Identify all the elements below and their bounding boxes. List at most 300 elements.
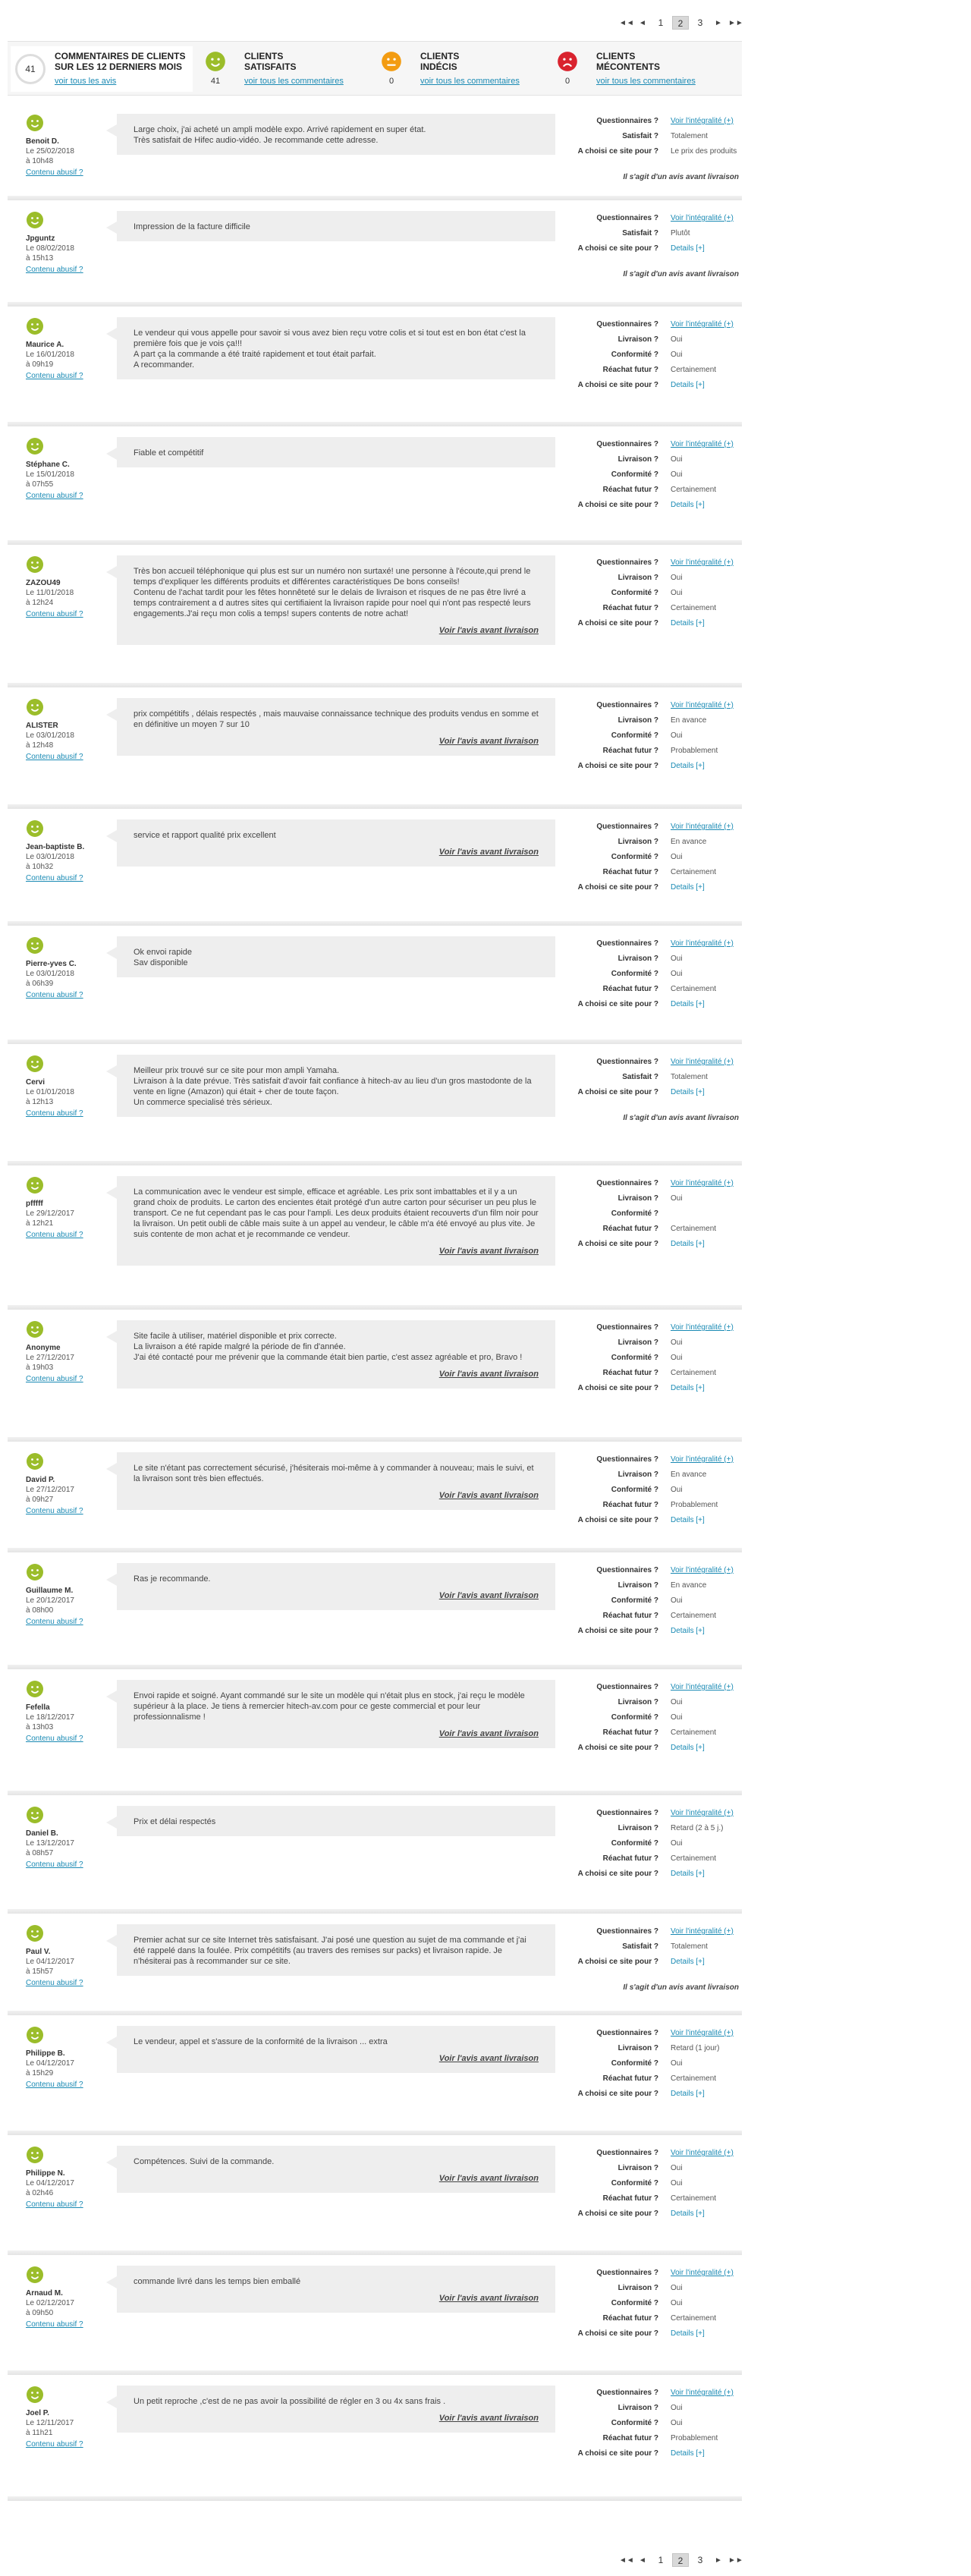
conformity-value: Oui xyxy=(671,970,683,978)
questionnaire-link[interactable]: Voir l'intégralité (+) xyxy=(671,1927,734,1936)
summary-total-block xyxy=(11,46,193,92)
conformity-value: Oui xyxy=(671,351,683,359)
questionnaire-label: Questionnaires ? xyxy=(596,214,658,222)
review-questionnaire xyxy=(569,2146,742,2222)
review-text: Très bon accueil téléphonique qui plus est sur un numéro non surtaxé! une personne à l'écoute,qui prend le temps d'expliquer les différents produits et différentes caractéristiques De bons conseils! Contenu de l'achat tardit pour les fêtes honnêteté sur le delais de livraison et risques de ne pas être livré a temps contrairement a d autres sites qui certifiaient la livraison rapide pour noel qui n'ont pas respecté leurs engagements.J'ai reçu mon colis a temps! supers contents de notre achat! xyxy=(134,567,531,618)
author-name: Daniel B. xyxy=(26,1829,58,1838)
review-item xyxy=(8,200,742,307)
review-date: Le 03/01/2018 xyxy=(26,970,74,978)
details-link[interactable]: Details [+] xyxy=(671,501,705,509)
review-date: Le 04/12/2017 xyxy=(26,2059,74,2068)
page-2-button[interactable]: 2 xyxy=(672,16,689,30)
questionnaire-link[interactable]: Voir l'intégralité (+) xyxy=(671,701,734,709)
report-abuse-link[interactable]: Contenu abusif ? xyxy=(26,2200,83,2209)
delivery-label: Livraison ? xyxy=(617,716,658,725)
review-date: Le 12/11/2017 xyxy=(26,2419,74,2427)
repurchase-value: Certainement xyxy=(671,1854,717,1863)
review-bubble xyxy=(117,698,555,756)
see-before-delivery-review-link[interactable]: Voir l'avis avant livraison xyxy=(438,1370,539,1379)
review-questionnaire xyxy=(569,698,742,774)
review-item xyxy=(8,2135,742,2255)
questionnaire-label: Questionnaires ? xyxy=(596,822,658,831)
review-author xyxy=(26,578,102,619)
questionnaire-link[interactable]: Voir l'intégralité (+) xyxy=(671,2149,734,2157)
happy-face-icon xyxy=(26,317,44,335)
details-link[interactable]: Details [+] xyxy=(671,1627,705,1635)
happy-face-icon xyxy=(26,2386,44,2404)
details-link[interactable]: Details [+] xyxy=(671,1240,705,1248)
report-abuse-link[interactable]: Contenu abusif ? xyxy=(26,610,83,618)
delivery-label: Livraison ? xyxy=(617,2044,658,2052)
report-abuse-link[interactable]: Contenu abusif ? xyxy=(26,492,83,500)
repurchase-value: Certainement xyxy=(671,1369,717,1377)
details-link[interactable]: Details [+] xyxy=(671,762,705,770)
review-bubble xyxy=(117,114,555,155)
review-questionnaire xyxy=(569,1320,742,1396)
review-bubble xyxy=(117,317,555,379)
conformity-value xyxy=(658,1206,671,1222)
author-name: Philippe N. xyxy=(26,2169,65,2178)
conformity-label: Conformité ? xyxy=(611,2179,658,2188)
review-questionnaire xyxy=(569,317,742,393)
page-1-button[interactable]: 1 xyxy=(658,17,664,28)
review-bubble xyxy=(117,1055,555,1117)
repurchase-value: Probablement xyxy=(671,747,718,755)
author-name: Jpguntz xyxy=(26,234,55,243)
report-abuse-link[interactable]: Contenu abusif ? xyxy=(26,372,83,380)
before-delivery-note: Il s'agit d'un avis avant livraison xyxy=(623,1114,739,1122)
review-item xyxy=(8,2015,742,2135)
see-all-reviews-link[interactable]: voir tous les avis xyxy=(55,77,117,86)
review-author xyxy=(26,721,102,762)
page-1-button[interactable]: 1 xyxy=(658,2555,664,2565)
review-time: à 12h13 xyxy=(26,1098,54,1106)
see-before-delivery-review-link[interactable]: Voir l'avis avant livraison xyxy=(438,2414,539,2423)
chose-site-label: A choisi ce site pour ? xyxy=(577,2210,658,2218)
conformity-label: Conformité ? xyxy=(611,351,658,359)
repurchase-label: Réachat futur ? xyxy=(602,985,658,993)
author-name: Stéphane C. xyxy=(26,461,70,469)
see-before-delivery-review-link[interactable]: Voir l'avis avant livraison xyxy=(438,737,539,746)
happy-face-icon xyxy=(26,2146,44,2164)
review-bubble xyxy=(117,1320,555,1389)
happy-face-icon xyxy=(205,51,226,72)
page-3-button[interactable]: 3 xyxy=(697,2555,703,2565)
repurchase-label: Réachat futur ? xyxy=(602,604,658,612)
delivery-label: Livraison ? xyxy=(617,335,658,344)
happy-face-icon xyxy=(26,936,44,955)
chose-site-label: A choisi ce site pour ? xyxy=(577,1627,658,1635)
conformity-label: Conformité ? xyxy=(611,1209,658,1218)
questionnaire-link[interactable]: Voir l'intégralité (+) xyxy=(671,1455,734,1464)
details-link[interactable]: Details [+] xyxy=(671,1744,705,1752)
repurchase-value: Certainement xyxy=(671,1728,717,1737)
review-time: à 12h21 xyxy=(26,1219,54,1228)
review-time: à 19h03 xyxy=(26,1363,54,1372)
questionnaire-link[interactable]: Voir l'intégralité (+) xyxy=(671,1566,734,1574)
last-page-button[interactable]: ►► xyxy=(728,18,743,27)
review-text: Fiable et compétitif xyxy=(134,448,204,458)
delivery-value: Oui xyxy=(671,574,683,582)
details-link[interactable]: Details [+] xyxy=(671,2329,705,2338)
summary-category-happy xyxy=(200,46,375,92)
report-abuse-link[interactable]: Contenu abusif ? xyxy=(26,1979,83,1987)
review-item xyxy=(8,2375,742,2501)
pagination-top xyxy=(619,15,742,30)
sad-face-icon xyxy=(557,51,578,72)
questionnaire-label: Questionnaires ? xyxy=(596,1179,658,1187)
see-before-delivery-review-link[interactable]: Voir l'avis avant livraison xyxy=(438,2174,539,2183)
review-time: à 12h48 xyxy=(26,741,54,750)
review-bubble xyxy=(117,1924,555,1976)
delivery-label: Livraison ? xyxy=(617,1194,658,1203)
author-name: Benoit D. xyxy=(26,137,59,146)
review-item xyxy=(8,1044,742,1165)
review-item xyxy=(8,1552,742,1669)
questionnaire-link[interactable]: Voir l'intégralité (+) xyxy=(671,1809,734,1817)
review-time: à 13h03 xyxy=(26,1723,54,1731)
happy-face-icon xyxy=(26,1452,44,1470)
review-item xyxy=(8,1669,742,1795)
repurchase-value: Certainement xyxy=(671,868,717,876)
author-name: Pierre-yves C. xyxy=(26,960,77,968)
see-before-delivery-review-link[interactable]: Voir l'avis avant livraison xyxy=(438,626,539,635)
repurchase-label: Réachat futur ? xyxy=(602,2074,658,2083)
author-name: Maurice A. xyxy=(26,341,64,349)
conformity-value: Oui xyxy=(671,1839,683,1848)
delivery-label: Livraison ? xyxy=(617,2284,658,2292)
author-name: Fefella xyxy=(26,1703,50,1712)
review-time: à 15h57 xyxy=(26,1967,54,1976)
review-author xyxy=(26,959,102,1000)
review-time: à 15h13 xyxy=(26,254,54,263)
repurchase-value: Certainement xyxy=(671,985,717,993)
see-before-delivery-review-link[interactable]: Voir l'avis avant livraison xyxy=(438,848,539,857)
questionnaire-label: Questionnaires ? xyxy=(596,2389,658,2397)
questionnaire-link[interactable]: Voir l'intégralité (+) xyxy=(671,1179,734,1187)
prev-page-button[interactable]: ◄ xyxy=(639,18,646,27)
review-questionnaire xyxy=(569,114,742,181)
review-bubble xyxy=(117,1563,555,1610)
category-count: 41 xyxy=(210,77,221,86)
category-count: 0 xyxy=(388,77,394,86)
report-abuse-link[interactable]: Contenu abusif ? xyxy=(26,2081,83,2089)
questionnaire-label: Questionnaires ? xyxy=(596,2269,658,2277)
report-abuse-link[interactable]: Contenu abusif ? xyxy=(26,1618,83,1626)
author-name: Arnaud M. xyxy=(26,2289,63,2298)
review-author xyxy=(26,2288,102,2329)
author-name: Philippe B. xyxy=(26,2049,65,2058)
repurchase-label: Réachat futur ? xyxy=(602,1369,658,1377)
report-abuse-link[interactable]: Contenu abusif ? xyxy=(26,874,83,882)
chose-site-label: A choisi ce site pour ? xyxy=(577,1744,658,1752)
report-abuse-link[interactable]: Contenu abusif ? xyxy=(26,2320,83,2329)
review-questionnaire xyxy=(569,1806,742,1882)
see-before-delivery-review-link[interactable]: Voir l'avis avant livraison xyxy=(438,2054,539,2063)
review-time: à 06h39 xyxy=(26,980,54,988)
questionnaire-label: Questionnaires ? xyxy=(596,440,658,448)
review-author xyxy=(26,340,102,381)
review-text: Un petit reproche ,c'est de ne pas avoir la possibilité de régler en 3 ou 4x sans frais . xyxy=(134,2397,446,2406)
happy-face-icon xyxy=(26,1320,44,1338)
repurchase-value: Certainement xyxy=(671,1612,717,1620)
chose-site-label: A choisi ce site pour ? xyxy=(577,1384,658,1392)
review-date: Le 15/01/2018 xyxy=(26,470,74,479)
conformity-value: Oui xyxy=(671,2059,683,2068)
review-time: à 08h57 xyxy=(26,1849,54,1857)
conformity-label: Conformité ? xyxy=(611,2419,658,2427)
conformity-label: Conformité ? xyxy=(611,1839,658,1848)
see-category-reviews-link[interactable]: voir tous les commentaires xyxy=(244,77,344,86)
review-separator xyxy=(8,2496,742,2501)
details-link[interactable]: Details [+] xyxy=(671,883,705,892)
review-item xyxy=(8,809,742,926)
delivery-value: Retard (1 jour) xyxy=(671,2044,720,2052)
neutral-face-icon xyxy=(381,51,402,72)
repurchase-value: Certainement xyxy=(671,2194,717,2203)
details-link[interactable]: Details [+] xyxy=(671,381,705,389)
report-abuse-link[interactable]: Contenu abusif ? xyxy=(26,1507,83,1515)
details-link[interactable]: Details [+] xyxy=(671,1958,705,1966)
report-abuse-link[interactable]: Contenu abusif ? xyxy=(26,168,83,177)
happy-face-icon xyxy=(26,2266,44,2284)
summary-title: COMMENTAIRES DE CLIENTS SUR LES 12 DERNIERS MOIS xyxy=(55,51,186,72)
report-abuse-link[interactable]: Contenu abusif ? xyxy=(26,1735,83,1743)
repurchase-value: Probablement xyxy=(671,2434,718,2442)
see-category-reviews-link[interactable]: voir tous les commentaires xyxy=(420,77,520,86)
conformity-label: Conformité ? xyxy=(611,970,658,978)
repurchase-label: Réachat futur ? xyxy=(602,2194,658,2203)
questionnaire-label: Questionnaires ? xyxy=(596,2149,658,2157)
review-time: à 09h27 xyxy=(26,1496,54,1504)
repurchase-value: Certainement xyxy=(671,2074,717,2083)
satisfied-value: Totalement xyxy=(671,1073,708,1081)
review-bubble xyxy=(117,211,555,241)
details-link[interactable]: Details [+] xyxy=(671,1000,705,1008)
chose-site-label: A choisi ce site pour ? xyxy=(577,1958,658,1966)
first-page-button[interactable]: ◄◄ xyxy=(619,18,634,27)
repurchase-label: Réachat futur ? xyxy=(602,1501,658,1509)
report-abuse-link[interactable]: Contenu abusif ? xyxy=(26,266,83,274)
chose-site-label: A choisi ce site pour ? xyxy=(577,1870,658,1878)
see-before-delivery-review-link[interactable]: Voir l'avis avant livraison xyxy=(438,2294,539,2303)
questionnaire-link[interactable]: Voir l'intégralité (+) xyxy=(671,1683,734,1691)
happy-face-icon xyxy=(26,1176,44,1194)
questionnaire-link[interactable]: Voir l'intégralité (+) xyxy=(671,440,734,448)
report-abuse-link[interactable]: Contenu abusif ? xyxy=(26,1231,83,1239)
questionnaire-link[interactable]: Voir l'intégralité (+) xyxy=(671,320,734,329)
see-before-delivery-review-link[interactable]: Voir l'avis avant livraison xyxy=(438,1729,539,1738)
repurchase-label: Réachat futur ? xyxy=(602,868,658,876)
review-date: Le 27/12/2017 xyxy=(26,1486,74,1494)
delivery-label: Livraison ? xyxy=(617,2404,658,2412)
questionnaire-link[interactable]: Voir l'intégralité (+) xyxy=(671,1323,734,1332)
conformity-label: Conformité ? xyxy=(611,1596,658,1605)
details-link[interactable]: Details [+] xyxy=(671,1088,705,1096)
conformity-label: Conformité ? xyxy=(611,2059,658,2068)
details-link[interactable]: Details [+] xyxy=(671,2090,705,2098)
page-2-button[interactable]: 2 xyxy=(672,2553,689,2567)
satisfied-value: Totalement xyxy=(671,132,708,140)
review-text: Ras je recommande. xyxy=(134,1574,211,1584)
review-author xyxy=(26,1586,102,1627)
review-text: Le vendeur, appel et s'assure de la conformité de la livraison ... extra xyxy=(134,2037,388,2046)
review-questionnaire xyxy=(569,1176,742,1252)
details-link[interactable]: Details [+] xyxy=(671,1516,705,1524)
satisfied-value: Plutôt xyxy=(671,229,690,237)
report-abuse-link[interactable]: Contenu abusif ? xyxy=(26,1375,83,1383)
delivery-label: Livraison ? xyxy=(617,1698,658,1706)
satisfied-label: Satisfait ? xyxy=(622,1942,658,1951)
delivery-value: Oui xyxy=(671,2164,683,2172)
review-bubble xyxy=(117,819,555,867)
satisfied-value: Totalement xyxy=(671,1942,708,1951)
details-link[interactable]: Details [+] xyxy=(671,244,705,253)
happy-face-icon xyxy=(26,211,44,229)
report-abuse-link[interactable]: Contenu abusif ? xyxy=(26,1109,83,1118)
repurchase-label: Réachat futur ? xyxy=(602,1612,658,1620)
review-date: Le 03/01/2018 xyxy=(26,853,74,861)
delivery-value: Oui xyxy=(671,1338,683,1347)
review-item xyxy=(8,1795,742,1914)
details-link[interactable]: Details [+] xyxy=(671,1870,705,1878)
author-name: Anonyme xyxy=(26,1344,61,1352)
review-text: Large choix, j'ai acheté un ampli modèle expo. Arrivé rapidement en super état. Très satisfait de Hifec audio-vidéo. Je recommande cette adresse. xyxy=(134,125,426,145)
conformity-label: Conformité ? xyxy=(611,1713,658,1722)
prev-page-button[interactable]: ◄ xyxy=(639,2556,646,2565)
conformity-value: Oui xyxy=(671,853,683,861)
review-author xyxy=(26,842,102,883)
reviews-summary xyxy=(8,41,742,96)
see-before-delivery-review-link[interactable]: Voir l'avis avant livraison xyxy=(438,1491,539,1500)
conformity-label: Conformité ? xyxy=(611,731,658,740)
review-bubble xyxy=(117,555,555,645)
happy-face-icon xyxy=(26,437,44,455)
questionnaire-link[interactable]: Voir l'intégralité (+) xyxy=(671,214,734,222)
happy-face-icon xyxy=(26,1806,44,1824)
happy-face-icon xyxy=(26,1055,44,1073)
review-author xyxy=(26,1475,102,1516)
chose-site-label: A choisi ce site pour ? xyxy=(577,762,658,770)
report-abuse-link[interactable]: Contenu abusif ? xyxy=(26,753,83,761)
details-link[interactable]: Details [+] xyxy=(671,619,705,627)
conformity-label: Conformité ? xyxy=(611,853,658,861)
questionnaire-link[interactable]: Voir l'intégralité (+) xyxy=(671,822,734,831)
category-title: CLIENTS MÉCONTENTS xyxy=(596,51,660,72)
chose-site-label: A choisi ce site pour ? xyxy=(577,883,658,892)
category-count: 0 xyxy=(564,77,570,86)
questionnaire-label: Questionnaires ? xyxy=(596,117,658,125)
review-date: Le 08/02/2018 xyxy=(26,244,74,253)
review-date: Le 02/12/2017 xyxy=(26,2299,74,2307)
see-before-delivery-review-link[interactable]: Voir l'avis avant livraison xyxy=(438,1591,539,1600)
questionnaire-link[interactable]: Voir l'intégralité (+) xyxy=(671,2389,734,2397)
chose-site-value: Le prix des produits xyxy=(671,147,737,156)
review-item xyxy=(8,1165,742,1310)
review-text: Impression de la facture difficile xyxy=(134,222,250,231)
repurchase-value: Certainement xyxy=(671,2314,717,2323)
review-date: Le 18/12/2017 xyxy=(26,1713,74,1722)
questionnaire-link[interactable]: Voir l'intégralité (+) xyxy=(671,2269,734,2277)
page-3-button[interactable]: 3 xyxy=(697,17,703,28)
questionnaire-link[interactable]: Voir l'intégralité (+) xyxy=(671,558,734,567)
questionnaire-link[interactable]: Voir l'intégralité (+) xyxy=(671,939,734,948)
review-author xyxy=(26,234,102,275)
report-abuse-link[interactable]: Contenu abusif ? xyxy=(26,991,83,999)
review-text: prix compétitifs , délais respectés , mais mauvaise connaissance technique des produits vendus en somme et en définitive un moyen 7 sur 10 xyxy=(134,709,539,729)
category-title: CLIENTS INDÉCIS xyxy=(420,51,460,72)
delivery-value: En avance xyxy=(671,1470,707,1479)
chose-site-label: A choisi ce site pour ? xyxy=(577,619,658,627)
repurchase-value: Certainement xyxy=(671,1225,717,1233)
repurchase-label: Réachat futur ? xyxy=(602,1225,658,1233)
review-date: Le 04/12/2017 xyxy=(26,1958,74,1966)
chose-site-label: A choisi ce site pour ? xyxy=(577,1000,658,1008)
review-time: à 08h00 xyxy=(26,1606,54,1615)
questionnaire-link[interactable]: Voir l'intégralité (+) xyxy=(671,1058,734,1066)
review-date: Le 25/02/2018 xyxy=(26,147,74,156)
review-bubble xyxy=(117,1452,555,1510)
happy-face-icon xyxy=(26,114,44,132)
see-before-delivery-review-link[interactable]: Voir l'avis avant livraison xyxy=(438,1247,539,1256)
details-link[interactable]: Details [+] xyxy=(671,1384,705,1392)
questionnaire-label: Questionnaires ? xyxy=(596,1809,658,1817)
conformity-value: Oui xyxy=(671,2419,683,2427)
review-text: Prix et délai respectés xyxy=(134,1817,216,1826)
details-link[interactable]: Details [+] xyxy=(671,2449,705,2458)
review-item xyxy=(8,687,742,809)
total-count-badge: 41 xyxy=(15,54,46,84)
next-page-button[interactable]: ► xyxy=(715,18,722,27)
review-author xyxy=(26,460,102,501)
delivery-value: Oui xyxy=(671,2284,683,2292)
conformity-value: Oui xyxy=(671,470,683,479)
conformity-value: Oui xyxy=(671,1486,683,1494)
conformity-label: Conformité ? xyxy=(611,1486,658,1494)
report-abuse-link[interactable]: Contenu abusif ? xyxy=(26,1860,83,1869)
questionnaire-link[interactable]: Voir l'intégralité (+) xyxy=(671,2029,734,2037)
delivery-label: Livraison ? xyxy=(617,1338,658,1347)
report-abuse-link[interactable]: Contenu abusif ? xyxy=(26,2440,83,2449)
repurchase-label: Réachat futur ? xyxy=(602,1728,658,1737)
delivery-label: Livraison ? xyxy=(617,1824,658,1832)
review-author xyxy=(26,1947,102,1988)
last-page-button[interactable]: ►► xyxy=(728,2556,743,2565)
review-item xyxy=(8,1442,742,1552)
review-author xyxy=(26,1077,102,1118)
review-item xyxy=(8,2255,742,2375)
next-page-button[interactable]: ► xyxy=(715,2556,722,2565)
delivery-value: Retard (2 à 5 j.) xyxy=(671,1824,724,1832)
review-questionnaire xyxy=(569,1924,742,1992)
author-name: David P. xyxy=(26,1476,55,1484)
conformity-label: Conformité ? xyxy=(611,2299,658,2307)
first-page-button[interactable]: ◄◄ xyxy=(619,2556,634,2565)
questionnaire-label: Questionnaires ? xyxy=(596,1683,658,1691)
see-category-reviews-link[interactable]: voir tous les commentaires xyxy=(596,77,696,86)
details-link[interactable]: Details [+] xyxy=(671,2210,705,2218)
pagination-bottom xyxy=(619,2552,742,2568)
review-date: Le 11/01/2018 xyxy=(26,589,74,597)
delivery-label: Livraison ? xyxy=(617,574,658,582)
author-name: Cervi xyxy=(26,1078,46,1087)
review-author xyxy=(26,2408,102,2449)
questionnaire-link[interactable]: Voir l'intégralité (+) xyxy=(671,117,734,125)
delivery-label: Livraison ? xyxy=(617,955,658,963)
chose-site-label: A choisi ce site pour ? xyxy=(577,381,658,389)
review-date: Le 27/12/2017 xyxy=(26,1354,74,1362)
review-text: Meilleur prix trouvé sur ce site pour mon ampli Yamaha. Livraison à la date prévue. Très satisfait d'avoir fait confiance à hitech-av au lieu d'un gros mastodonte de la vente en ligne (Amazon) qui était + cher de toute façon. Un commerce specialisé très sérieux. xyxy=(134,1066,532,1107)
